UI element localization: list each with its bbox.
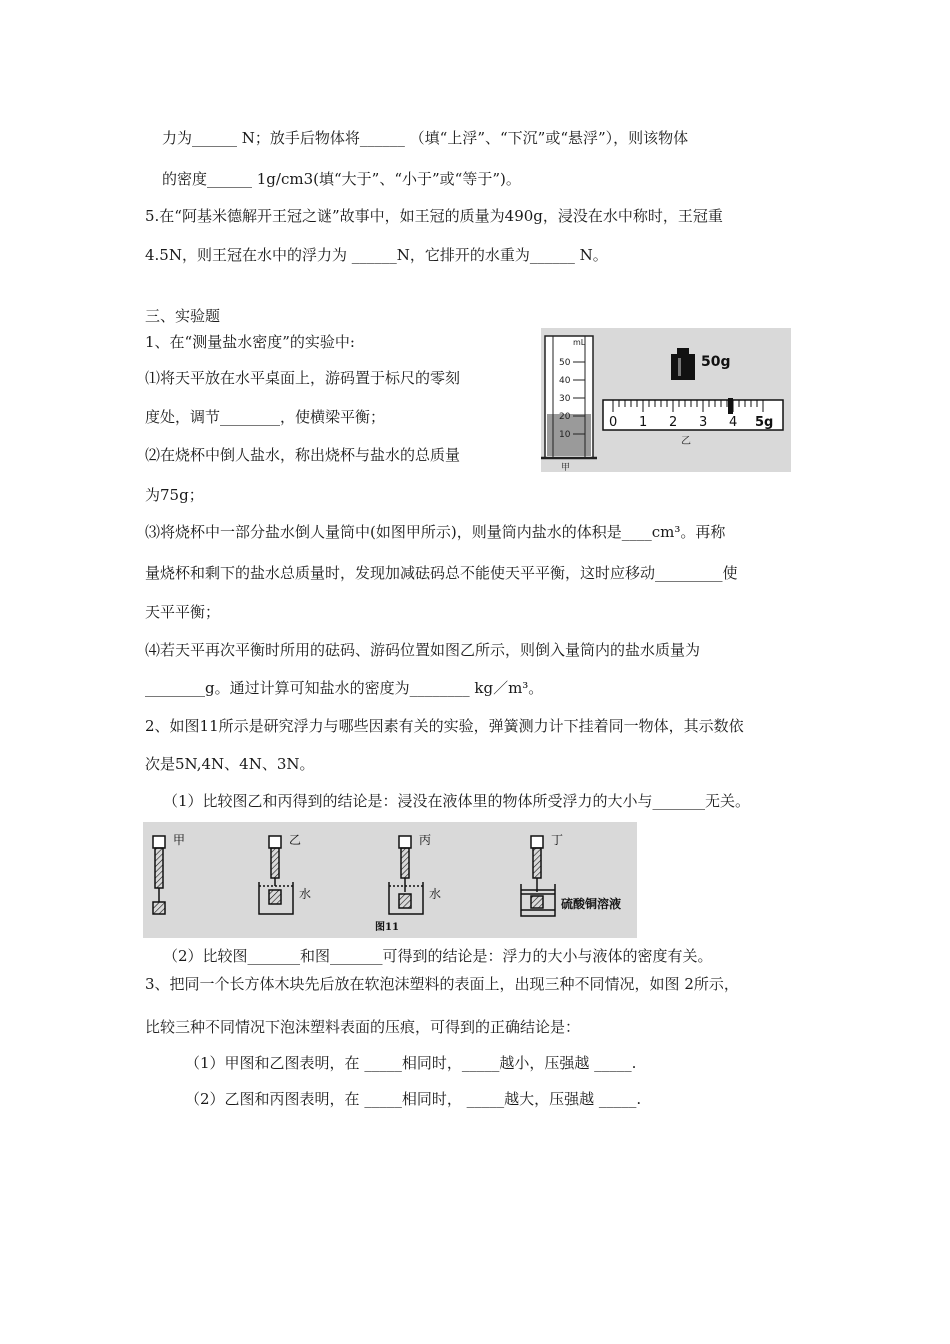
cylinder-tick-label: 40: [559, 376, 571, 386]
text-line: ⑴将天平放在水平桌面上，游码置于标尺的零刻: [145, 369, 461, 387]
scale-tick-label: 0: [609, 415, 618, 430]
setup-label: 乙: [289, 833, 302, 847]
text-line: 力为______ N；放手后物体将______ （填“上浮”、“下沉”或“悬浮”），则该物体: [162, 129, 689, 147]
question-title: 2、如图11所示是研究浮力与哪些因素有关的实验，弹簧测力计下挂着同一物体，其示数依: [145, 717, 744, 735]
text-line: ________g。通过计算可知盐水的密度为________ kg／m³。: [145, 679, 544, 697]
text-line: 为75g；: [145, 486, 204, 504]
text-line: （2）乙图和丙图表明，在 _____相同时， _____越大，压强越 _____.: [185, 1090, 642, 1108]
scale-tick-label: 2: [669, 415, 678, 430]
text-line: 5.在“阿基米德解开王冠之谜”故事中，如王冠的质量为490g，浸没在水中称时，王冠重: [145, 207, 723, 225]
liquid-label: 硫酸铜溶液: [561, 897, 622, 911]
cylinder-and-scale-figure: [541, 328, 791, 472]
setup-label: 丁: [551, 833, 564, 847]
liquid-label: 水: [429, 887, 442, 901]
text-line: 度处，调节________，使横梁平衡；: [145, 408, 386, 426]
question-title: 3、把同一个长方体木块先后放在软泡沫塑料的表面上，出现三种不同情况，如图 2所示，: [145, 975, 739, 993]
scale-tick-label: 5g: [755, 415, 774, 430]
text-line: 量烧杯和剩下的盐水总质量时，发现加减砝码总不能使天平平衡，这时应移动_________使: [145, 564, 738, 582]
text-line: 的密度______ 1g/cm3(填“大于”、“小于”或“等于”)。: [162, 170, 521, 188]
cylinder-tick-label: 20: [559, 412, 571, 422]
question-title: 1、在“测量盐水密度”的实验中:: [145, 333, 355, 351]
cylinder-unit-label: mL: [573, 338, 586, 347]
setup-label: 甲: [173, 833, 186, 847]
text-line: 比较三种不同情况下泡沫塑料表面的压痕，可得到的正确结论是：: [145, 1018, 581, 1036]
scale-tick-label: 4: [729, 415, 738, 430]
text-line: （1）甲图和乙图表明，在 _____相同时，_____越小，压强越 _____.: [185, 1054, 637, 1072]
cylinder-tick-label: 10: [559, 430, 571, 440]
text-line: ⑶将烧杯中一部分盐水倒人量筒中(如图甲所示)，则量筒内盐水的体积是____cm³。再称: [145, 523, 726, 541]
liquid-label: 水: [299, 887, 312, 901]
text-line: 天平平衡；: [145, 603, 221, 621]
setup-label: 丙: [419, 833, 432, 847]
text-line: ⑵在烧杯中倒人盐水，称出烧杯与盐水的总质量: [145, 446, 461, 464]
scale-tick-label: 1: [639, 415, 648, 430]
text-line: ⑷若天平再次平衡时所用的砝码、游码位置如图乙所示，则倒入量筒内的盐水质量为: [145, 641, 701, 659]
weight-label: 50g: [701, 354, 731, 370]
cylinder-label: 甲: [561, 463, 571, 472]
text-line: 4.5N，则王冠在水中的浮力为 ______N，它排开的水重为______ N。: [145, 246, 608, 264]
cylinder-tick-label: 50: [559, 358, 571, 368]
figure-caption: 图11: [375, 922, 399, 933]
scale-label: 乙: [681, 436, 691, 447]
buoyancy-experiment-figure: [143, 822, 637, 938]
text-line: 次是5N,4N、4N、3N。: [145, 755, 315, 773]
text-line: （1）比较图乙和丙得到的结论是：浸没在液体里的物体所受浮力的大小与_______无关。: [163, 792, 751, 810]
text-line: （2）比较图_______和图_______可得到的结论是：浮力的大小与液体的密度有关。: [163, 947, 713, 965]
cylinder-tick-label: 30: [559, 394, 571, 404]
scale-tick-label: 3: [699, 415, 708, 430]
section-heading: 三、实验题: [145, 307, 221, 325]
